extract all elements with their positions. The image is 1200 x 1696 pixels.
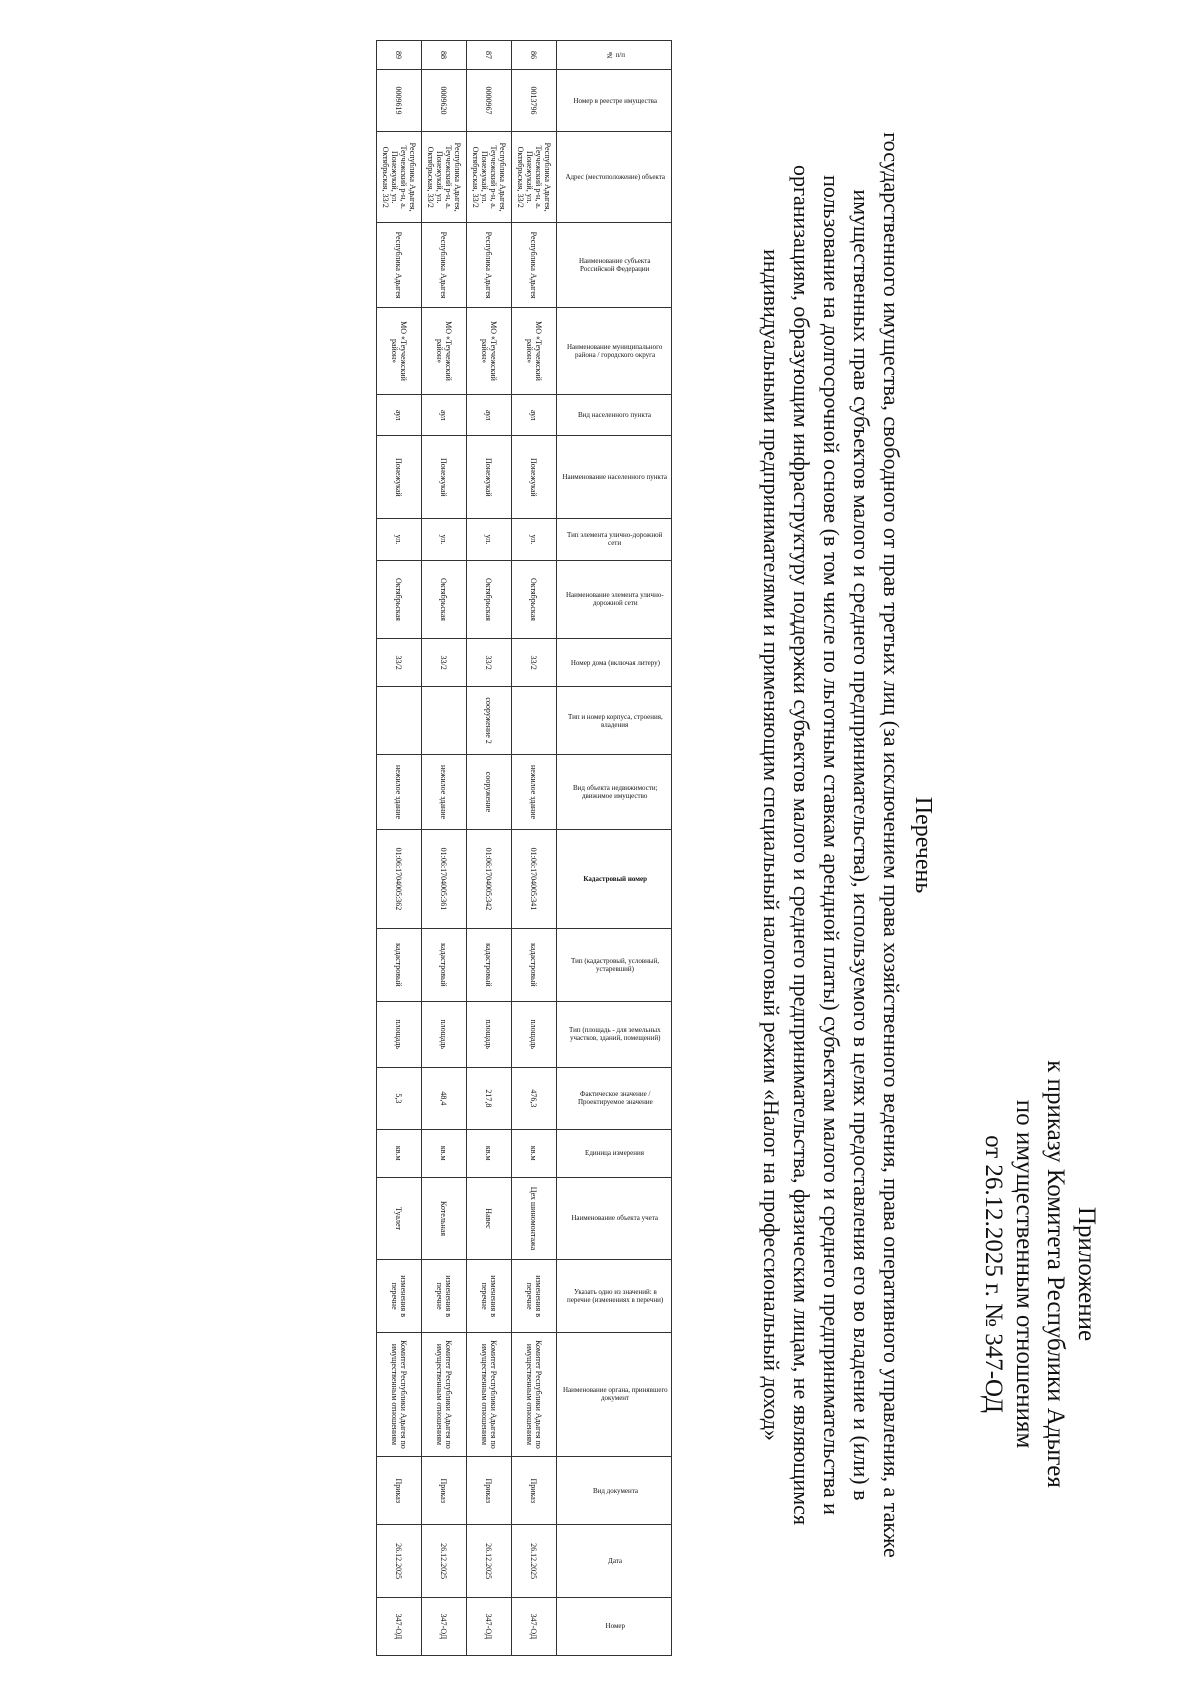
cell-doc-number: 347-ОД [377, 1597, 422, 1655]
cell-building [422, 686, 467, 754]
cell-house: 33/2 [377, 639, 422, 687]
cell-cadastral-type: кадастровый [467, 929, 512, 1001]
cell-house: 33/2 [467, 639, 512, 687]
cell-registry-number: 0000967 [467, 69, 512, 131]
cell-area-type: площадь [467, 1001, 512, 1067]
column-header: Тип и номер корпуса, строения, владения [557, 686, 672, 754]
cell-street-type: ул. [377, 519, 422, 560]
cell-street: Октябрьская [422, 560, 467, 639]
cell-registry-number: 0009619 [377, 69, 422, 131]
cell-unit: кв.м [512, 1129, 557, 1177]
cell-house: 33/2 [512, 639, 557, 687]
cell-doc-date: 26.12.2025 [467, 1525, 512, 1597]
cell-locality-type: аул [467, 395, 512, 436]
cell-registry-number: 0009620 [422, 69, 467, 131]
cell-unit: кв.м [377, 1129, 422, 1177]
cell-authority: Комитет Республики Адыгея по имущественным отношениям [377, 1332, 422, 1456]
cell-locality-name: Понежукай [377, 436, 422, 519]
cell-doc-number: 347-ОД [422, 1597, 467, 1655]
column-header: Наименование органа, принявшего документ [557, 1332, 672, 1456]
column-header: Дата [557, 1525, 672, 1597]
cell-doc-number: 347-ОД [512, 1597, 557, 1655]
table-row [467, 41, 512, 1656]
cell-registry-number: 0013796 [512, 69, 557, 131]
cell-building [512, 686, 557, 754]
appendix-header [978, 924, 1102, 1624]
cell-address: Республика Адыгея, Теучежский р-н, а. Понежукай, ул. Октябрьская, 33/2 [467, 132, 512, 223]
cell-status: изменения в перечне [467, 1260, 512, 1332]
cell-object-name: Котельная [422, 1177, 467, 1260]
cell-doc-type: Приказ [512, 1457, 557, 1525]
column-header: Наименование субъекта Российской Федерации [557, 223, 672, 308]
cell-address: Республика Адыгея, Теучежский р-н, а. Понежукай, ул. Октябрьская, 33/2 [377, 132, 422, 223]
cell-property-kind: нежилое здание [512, 755, 557, 830]
cell-authority: Комитет Республики Адыгея по имущественным отношениям [422, 1332, 467, 1456]
document-subtitle: государственного имущества, свободного от прав третьих лиц (за исключением права хозяйственного ведения, права оперативного управления, а также имущественных прав субъектов малого и среднего предпринимательства), используемого в целях предоставления его во владение и (или) в пользование на долгосрочной основе (в том числе по льготным ставкам арендной платы) субъектам малого и среднего предпринимательства и организациям, образующим инфраструктуру поддержки субъектов малого и среднего предпринимательства, физическим лицам, не являющимся индивидуальными предпринимателями и применяющим специальный налоговый режим «Налог на профессиональный доход» [759, 132, 904, 1558]
cell-doc-type: Приказ [422, 1457, 467, 1525]
column-header: Указать одно из значений: в перечне (изменениях в перечни) [557, 1260, 672, 1332]
table-row [512, 41, 557, 1656]
cell-doc-date: 26.12.2025 [512, 1525, 557, 1597]
column-header: Номер в реестре имущества [557, 69, 672, 131]
appendix-line: Приложение [1073, 1206, 1100, 1342]
cell-doc-type: Приказ [467, 1457, 512, 1525]
column-header: Вид населенного пункта [557, 395, 672, 436]
appendix-line: к приказу Комитета Республики Адыгея [1042, 1060, 1069, 1488]
appendix-line: по имущественным отношениям [1011, 1099, 1038, 1449]
cell-number: 88 [422, 41, 467, 70]
cell-municipality: МО «Теучежский район» [422, 308, 467, 395]
cell-number: 86 [512, 41, 557, 70]
column-header: Единица измерения [557, 1129, 672, 1177]
appendix-line: от 26.12.2025 г. № 347-ОД [980, 1135, 1007, 1413]
cell-area-value: 476,3 [512, 1067, 557, 1129]
cell-status: изменения в перечне [377, 1260, 422, 1332]
cell-area-type: площадь [422, 1001, 467, 1067]
column-header: Наименование муниципального района / городского округа [557, 308, 672, 395]
table-row [422, 41, 467, 1656]
table-row [377, 41, 422, 1656]
column-header: Тип (площадь - для земельных участков, зданий, помещений) [557, 1001, 672, 1067]
cell-building: сооружение 2 [467, 686, 512, 754]
cell-cadastral-type: кадастровый [422, 929, 467, 1001]
cell-number: 87 [467, 41, 512, 70]
cell-subject: Республика Адыгея [422, 223, 467, 308]
cell-street-type: ул. [467, 519, 512, 560]
cell-doc-type: Приказ [377, 1457, 422, 1525]
column-header: Номер дома (включая литеру) [557, 639, 672, 687]
column-header: Тип элемента улично-дорожной сети [557, 519, 672, 560]
cell-cadastral-type: кадастровый [377, 929, 422, 1001]
cell-street: Октябрьская [467, 560, 512, 639]
cell-locality-name: Понежукай [422, 436, 467, 519]
cell-unit: кв.м [467, 1129, 512, 1177]
column-header: Адрес (местоположение) объекта [557, 132, 672, 223]
cell-cadastral-type: кадастровый [512, 929, 557, 1001]
column-header: Фактическое значение / Проектируемое значение [557, 1067, 672, 1129]
cell-status: изменения в перечне [422, 1260, 467, 1332]
cell-property-kind: сооружение [467, 755, 512, 830]
cell-street-type: ул. [512, 519, 557, 560]
cell-object-name: Цех шиномонтажа [512, 1177, 557, 1260]
column-header: Наименование элемента улично-дорожной сети [557, 560, 672, 639]
cell-municipality: МО «Теучежский район» [377, 308, 422, 395]
column-header: Кадастровый номер [557, 829, 672, 928]
cell-subject: Республика Адыгея [512, 223, 557, 308]
cell-unit: кв.м [422, 1129, 467, 1177]
cell-cadastral-number: 01:06:1704005:362 [377, 829, 422, 928]
cell-status: изменения в перечне [512, 1260, 557, 1332]
cell-doc-date: 26.12.2025 [377, 1525, 422, 1597]
cell-area-value: 217,8 [467, 1067, 512, 1129]
column-header: Тип (кадастровый, условный, устаревший) [557, 929, 672, 1001]
document-heading [756, 130, 938, 1560]
cell-doc-number: 347-ОД [467, 1597, 512, 1655]
property-table [376, 40, 672, 1656]
cell-subject: Республика Адыгея [467, 223, 512, 308]
cell-house: 33/2 [422, 639, 467, 687]
cell-address: Республика Адыгея, Теучежский р-н, а. Понежукай, ул. Октябрьская, 33/2 [422, 132, 467, 223]
property-table-container [376, 40, 672, 1656]
cell-municipality: МО «Теучежский район» [512, 308, 557, 395]
cell-object-name: Навес [467, 1177, 512, 1260]
cell-locality-name: Понежукай [512, 436, 557, 519]
cell-area-value: 48,4 [422, 1067, 467, 1129]
cell-object-name: Туалет [377, 1177, 422, 1260]
cell-authority: Комитет Республики Адыгея по имущественным отношениям [512, 1332, 557, 1456]
cell-municipality: МО «Теучежский район» [467, 308, 512, 395]
table-header-row [557, 41, 672, 1656]
cell-cadastral-number: 01:06:1704005:361 [422, 829, 467, 928]
cell-area-type: площадь [512, 1001, 557, 1067]
cell-street: Октябрьская [512, 560, 557, 639]
column-header: Вид документа [557, 1457, 672, 1525]
cell-address: Республика Адыгея, Теучежский р-н, а. Понежукай, ул. Октябрьская, 33/2 [512, 132, 557, 223]
column-header: Наименование объекта учета [557, 1177, 672, 1260]
cell-subject: Республика Адыгея [377, 223, 422, 308]
cell-locality-type: аул [512, 395, 557, 436]
cell-street: Октябрьская [377, 560, 422, 639]
cell-number: 89 [377, 41, 422, 70]
cell-authority: Комитет Республики Адыгея по имущественным отношениям [467, 1332, 512, 1456]
cell-building [377, 686, 422, 754]
column-header: Наименование населенного пункта [557, 436, 672, 519]
cell-area-value: 5,3 [377, 1067, 422, 1129]
document-title: Перечень [910, 796, 936, 894]
column-header: Вид объекта недвижимости; движимое имущество [557, 755, 672, 830]
cell-property-kind: нежилое здание [422, 755, 467, 830]
column-header: № п/п [557, 41, 672, 70]
cell-property-kind: нежилое здание [377, 755, 422, 830]
cell-cadastral-number: 01:06:1704005:341 [512, 829, 557, 928]
cell-locality-name: Понежукай [467, 436, 512, 519]
cell-locality-type: аул [377, 395, 422, 436]
column-header: Номер [557, 1597, 672, 1655]
cell-street-type: ул. [422, 519, 467, 560]
cell-locality-type: аул [422, 395, 467, 436]
cell-cadastral-number: 01:06:1704005:342 [467, 829, 512, 928]
cell-doc-date: 26.12.2025 [422, 1525, 467, 1597]
cell-area-type: площадь [377, 1001, 422, 1067]
